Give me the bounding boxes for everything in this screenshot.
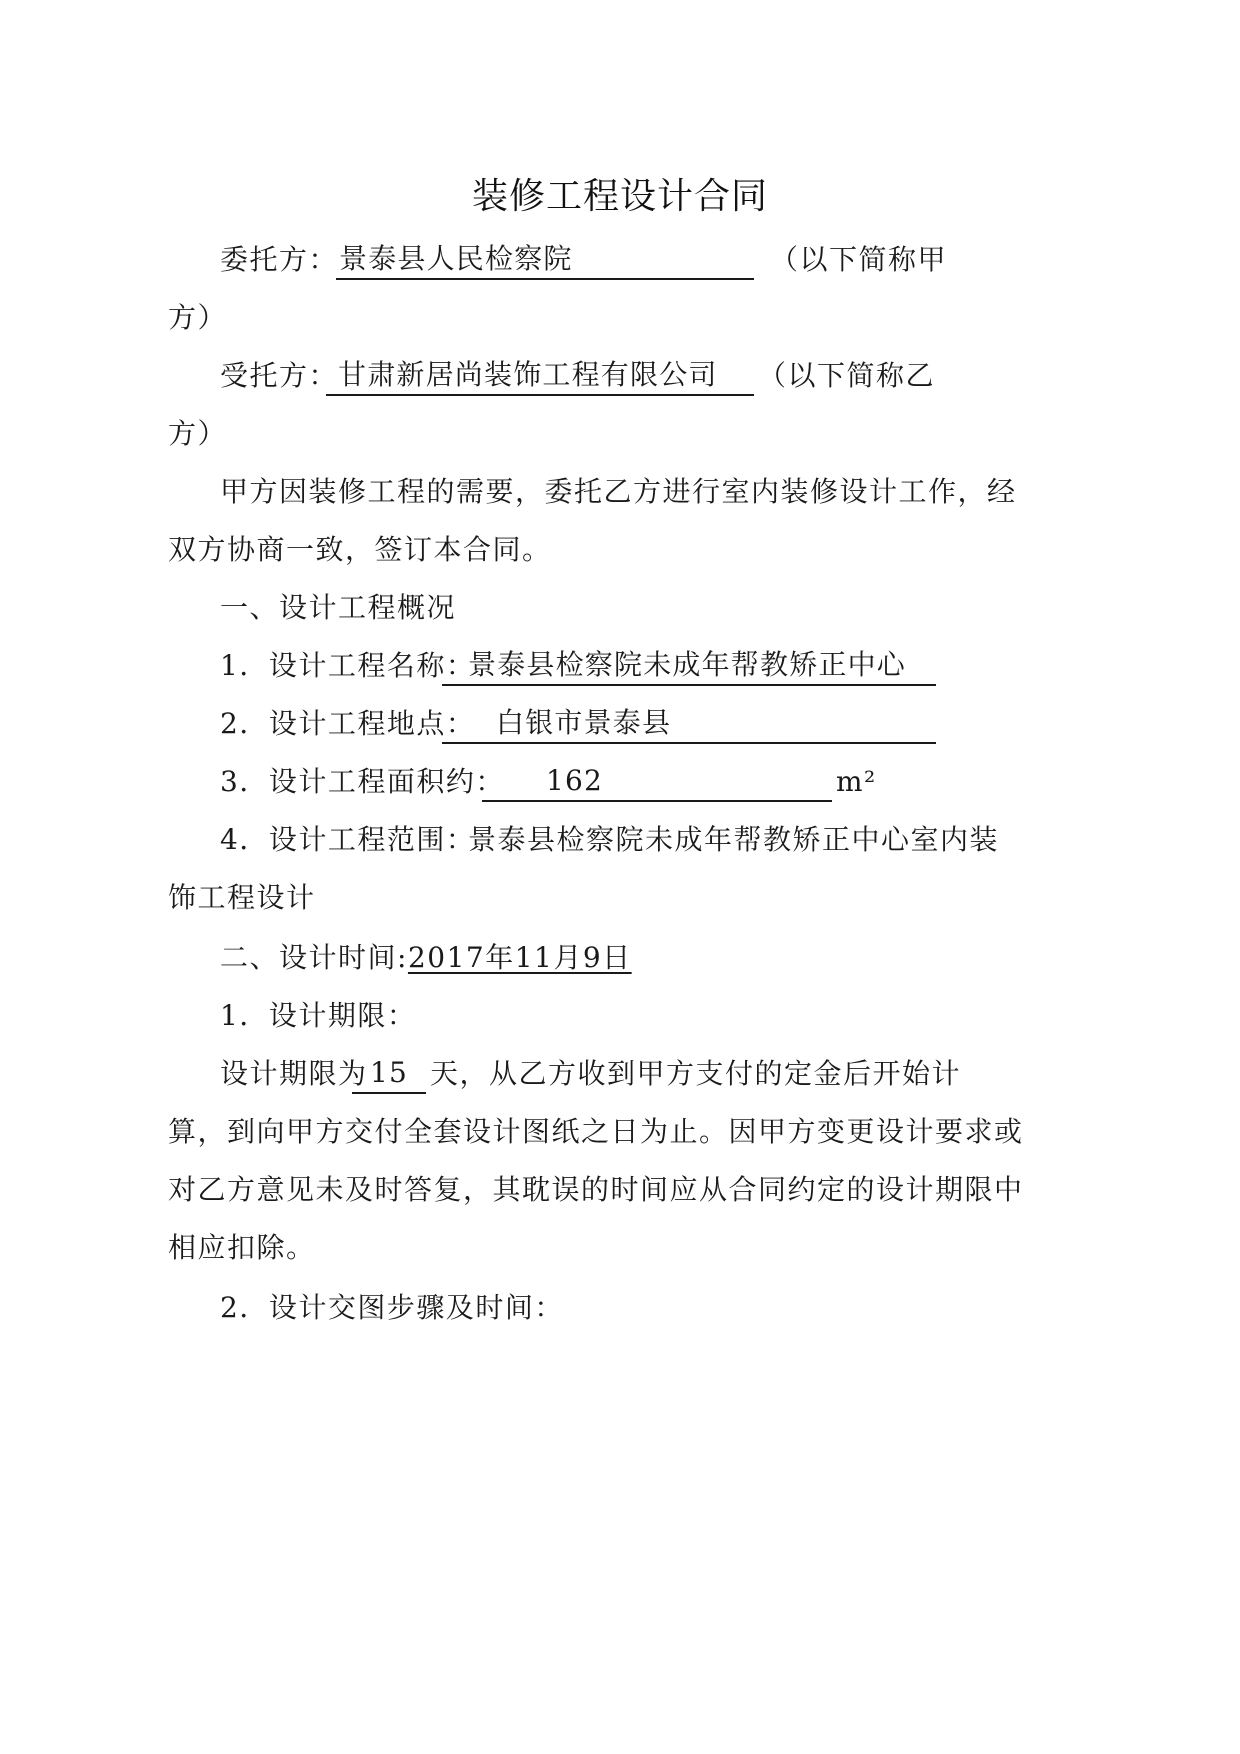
client-label: 委托方： — [220, 243, 339, 276]
design-period-label: 1．设计期限： — [220, 999, 417, 1032]
period-line-1-rest: 天，从乙方收到甲方支付的定金后开始计 — [430, 1057, 962, 1090]
period-line-3: 对乙方意见未及时答复，其耽误的时间应从合同约定的设计期限中 — [168, 1173, 1024, 1206]
delivery-steps-label: 2．设计交图步骤及时间： — [220, 1291, 564, 1324]
client-name: 景泰县人民检察院 — [339, 242, 573, 275]
intro-line-1: 甲方因装修工程的需要，委托乙方进行室内装修设计工作，经 — [220, 475, 1017, 508]
client-name-field — [336, 240, 754, 280]
contractor-name: 甘肃新居尚装饰工程有限公司 — [338, 358, 718, 391]
document-title: 装修工程设计合同 — [471, 176, 768, 217]
project-area-field — [482, 762, 832, 802]
section-2-heading-prefix: 二、设计时间: — [220, 941, 408, 974]
intro-line-2: 双方协商一致，签订本合同。 — [168, 533, 552, 566]
project-name-field — [442, 646, 936, 686]
project-location: 白银市景泰县 — [496, 706, 672, 739]
project-area-label: 3．设计工程面积约： — [220, 765, 505, 798]
client-suffix-cont: 方） — [168, 301, 228, 334]
project-name: 景泰县检察院未成年帮教矫正中心 — [468, 648, 907, 681]
contractor-suffix-cont: 方） — [168, 417, 228, 450]
design-date: 2017年11月9日 — [407, 941, 632, 974]
section-2-heading — [220, 938, 632, 978]
project-scope-label: 4．设计工程范围： — [220, 823, 476, 856]
project-scope: 景泰县检察院未成年帮教矫正中心室内装 — [468, 823, 1000, 856]
contractor-label: 受托方： — [220, 359, 339, 392]
period-days-field — [352, 1054, 426, 1094]
project-scope-cont: 饰工程设计 — [168, 881, 316, 914]
period-line-4: 相应扣除。 — [168, 1231, 316, 1264]
project-area: 162 — [546, 764, 604, 797]
period-line-1-prefix: 设计期限为 — [220, 1057, 368, 1090]
period-days: 15 — [369, 1056, 409, 1089]
project-area-unit: m² — [836, 765, 877, 798]
contractor-name-field — [326, 356, 754, 396]
contractor-suffix: （以下简称乙 — [758, 359, 936, 392]
client-suffix: （以下简称甲 — [770, 243, 948, 276]
period-line-2: 算，到向甲方交付全套设计图纸之日为止。因甲方变更设计要求或 — [168, 1115, 1024, 1148]
project-location-field — [442, 704, 936, 744]
project-name-label: 1．设计工程名称： — [220, 649, 476, 682]
section-1-heading: 一、设计工程概况 — [220, 591, 457, 624]
project-location-label: 2．设计工程地点： — [220, 707, 476, 740]
